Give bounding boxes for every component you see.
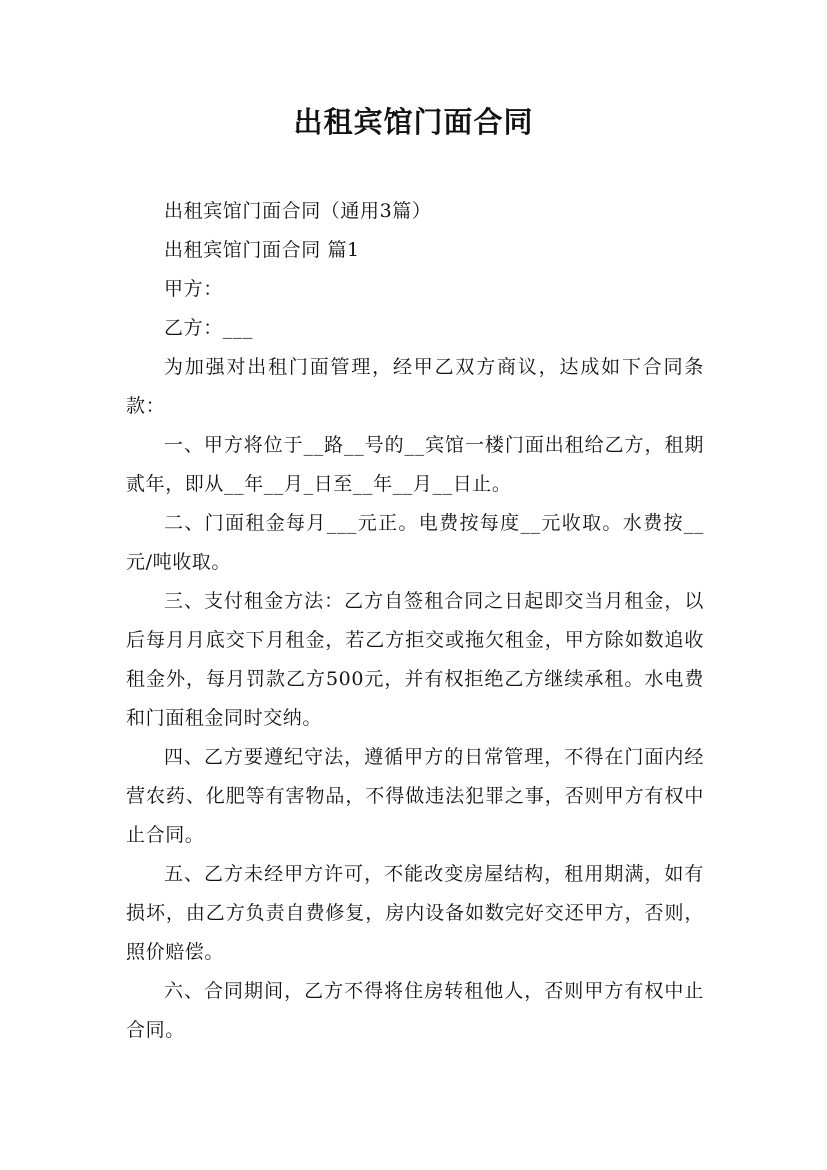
paragraph-clause-2: 二、门面租金每月___元正。电费按每度__元收取。水费按__元/吨收取。 [126,512,704,573]
paragraph-clause-4: 四、乙方要遵纪守法，遵循甲方的日常管理，不得在门面内经营农药、化肥等有害物品，不得做违法犯罪之事，否则甲方有权中止合同。 [126,746,704,846]
paragraph-preamble: 为加强对出租门面管理，经甲乙双方商议，达成如下合同条款： [126,356,704,417]
document-title: 出租宾馆门面合同 [293,105,534,139]
paragraph-clause-1: 一、甲方将位于__路__号的__宾馆一楼门面出租给乙方，租期贰年，即从__年__月_日至__年__月__日止。 [126,434,704,495]
paragraph-clause-5: 五、乙方未经甲方许可，不能改变房屋结构，租用期满，如有损坏，由乙方负责自费修复，房内设备如数完好交还甲方，否则，照价赔偿。 [126,863,704,963]
paragraph-party-a: 甲方： [164,278,223,300]
paragraph-clause-6: 六、合同期间，乙方不得将住房转租他人，否则甲方有权中止合同。 [126,980,704,1041]
paragraph-subtitle: 出租宾馆门面合同（通用3篇） [164,200,432,222]
document-body [126,192,704,1050]
paragraph-party-b: 乙方：___ [164,317,254,339]
paragraph-section-heading: 出租宾馆门面合同 篇1 [164,239,360,261]
paragraph-clause-3: 三、支付租金方法：乙方自签租合同之日起即交当月租金，以后每月月底交下月租金，若乙方拒交或拖欠租金，甲方除如数追收租金外，每月罚款乙方500元，并有权拒绝乙方继续承租。水电费和门面租金同时交纳。 [126,590,704,729]
